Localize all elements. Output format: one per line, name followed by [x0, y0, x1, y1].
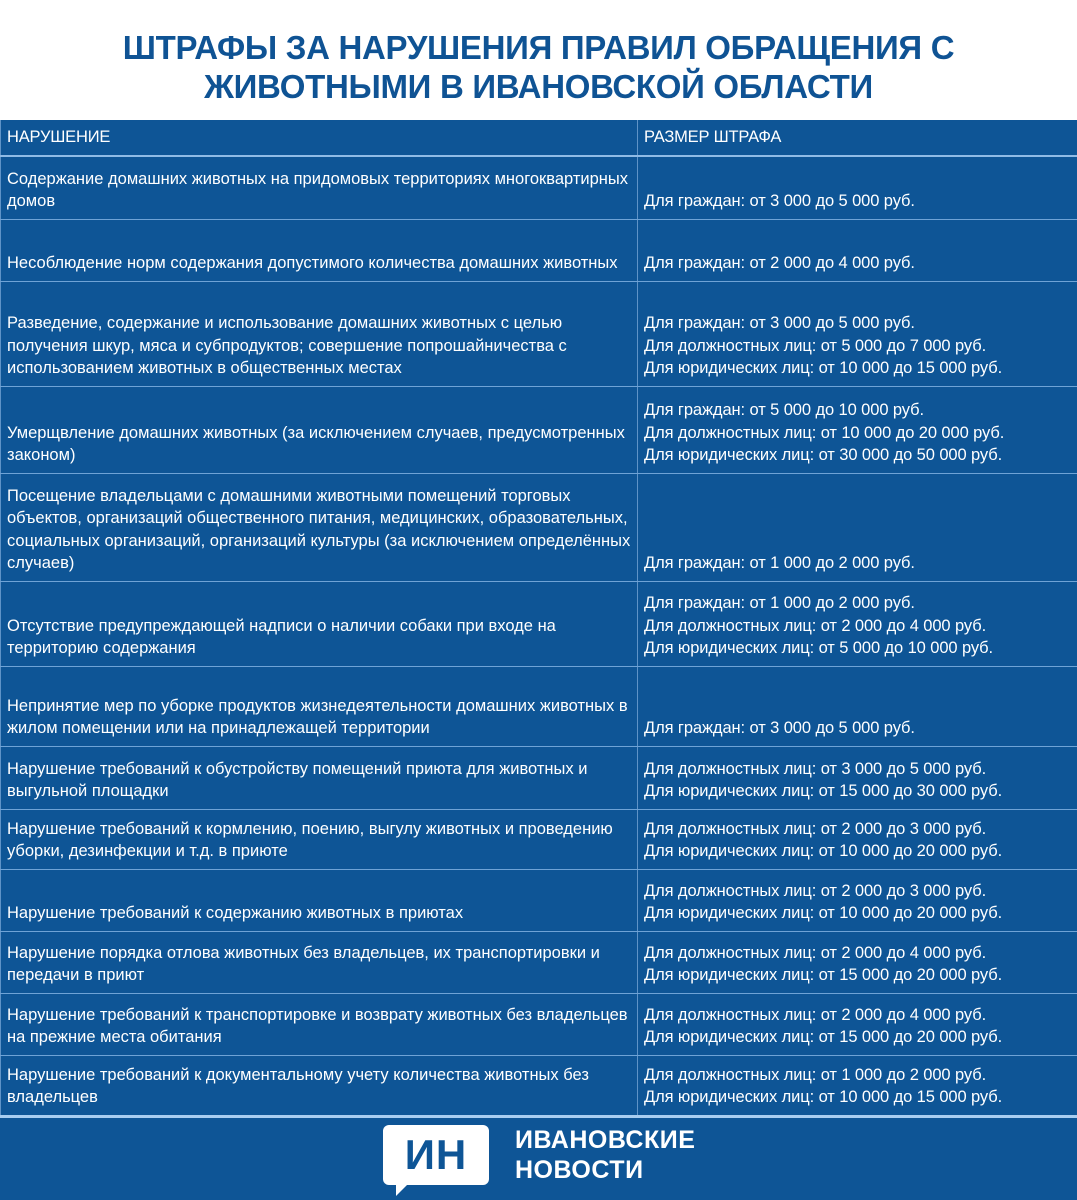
table-row	[1, 809, 1077, 869]
fine-cell	[638, 809, 1077, 869]
fine-line: Для юридических лиц: от 30 000 до 50 000 руб.	[644, 446, 1003, 464]
fine-cell	[638, 993, 1077, 1055]
violation-cell: Посещение владельцами с домашними животными помещений торговых объектов, организаций общественного питания, медицинских, образовательных, социальных организаций, организаций культуры (за исключением определённых случаев)	[1, 473, 638, 581]
fine-cell	[638, 931, 1077, 993]
violation-cell: Нарушение требований к транспортировке и возврату животных без владельцев на прежние места обитания	[1, 993, 638, 1055]
fine-line: Для должностных лиц: от 2 000 до 4 000 руб.	[644, 943, 987, 962]
violation-cell: Разведение, содержание и использование домашних животных с целью получения шкур, мяса и субпродуктов; совершение попрошайничества с использованием животных в общественных местах	[1, 281, 638, 386]
fine-line: Для должностных лиц: от 3 000 до 5 000 руб.	[644, 759, 987, 778]
fine-line: Для должностных лиц: от 2 000 до 4 000 руб.	[644, 616, 987, 635]
fine-cell	[638, 1055, 1077, 1116]
violation-cell: Несоблюдение норм содержания допустимого количества домашних животных	[1, 219, 638, 281]
header-fine-amount: РАЗМЕР ШТРАФА	[638, 120, 1077, 156]
fine-cell	[638, 219, 1077, 281]
violation-cell: Нарушение требований к документальному учету количества животных без владельцев	[1, 1055, 638, 1116]
footer	[0, 1118, 1077, 1200]
violation-cell: Нарушение требований к содержанию животных в приютах	[1, 869, 638, 931]
table-row	[1, 156, 1077, 219]
fine-line: Для юридических лиц: от 10 000 до 15 000 руб.	[644, 359, 1003, 377]
fine-line: Для юридических лиц: от 15 000 до 20 000 руб.	[644, 1028, 1003, 1046]
fine-cell	[638, 666, 1077, 746]
violation-cell: Непринятие мер по уборке продуктов жизнедеятельности домашних животных в жилом помещении или на принадлежащей территории	[1, 666, 638, 746]
fine-line: Для юридических лиц: от 5 000 до 10 000 руб.	[644, 639, 994, 657]
violation-cell: Содержание домашних животных на придомовых территориях многоквартирных домов	[1, 156, 638, 219]
fine-cell	[638, 581, 1077, 666]
table-row	[1, 1055, 1077, 1116]
brand-name	[515, 1125, 695, 1185]
fine-line: Для граждан: от 1 000 до 2 000 руб.	[644, 554, 915, 572]
header-violation: НАРУШЕНИЕ	[1, 120, 638, 156]
fine-line: Для граждан: от 3 000 до 5 000 руб.	[644, 719, 915, 737]
table-row	[1, 473, 1077, 581]
fine-line: Для граждан: от 3 000 до 5 000 руб.	[644, 192, 915, 210]
table-row	[1, 666, 1077, 746]
table-row	[1, 993, 1077, 1055]
table-row	[1, 931, 1077, 993]
table-row	[1, 581, 1077, 666]
fine-line: Для граждан: от 1 000 до 2 000 руб.	[644, 594, 915, 612]
table-row	[1, 219, 1077, 281]
fine-cell	[638, 473, 1077, 581]
fine-line: Для граждан: от 5 000 до 10 000 руб.	[644, 401, 924, 419]
violation-cell: Умерщвление домашних животных (за исключением случаев, предусмотренных законом)	[1, 386, 638, 473]
violation-cell: Отсутствие предупреждающей надписи о наличии собаки при входе на территорию содержания	[1, 581, 638, 666]
page-title	[0, 28, 1077, 106]
table-row	[1, 869, 1077, 931]
fine-line: Для юридических лиц: от 10 000 до 20 000 руб.	[644, 904, 1003, 922]
table-row	[1, 386, 1077, 473]
fine-line: Для юридических лиц: от 15 000 до 30 000 руб.	[644, 782, 1003, 800]
table-row	[1, 746, 1077, 809]
violation-cell: Нарушение требований к обустройству помещений приюта для животных и выгульной площадки	[1, 746, 638, 809]
fine-cell	[638, 746, 1077, 809]
fine-cell	[638, 386, 1077, 473]
table-header-row	[1, 120, 1077, 156]
fine-line: Для юридических лиц: от 15 000 до 20 000 руб.	[644, 966, 1003, 984]
title-line-1: ШТРАФЫ ЗА НАРУШЕНИЯ ПРАВИЛ ОБРАЩЕНИЯ С	[122, 29, 955, 66]
logo	[383, 1125, 489, 1185]
violation-cell: Нарушение требований к кормлению, поению, выгулу животных и проведению уборки, дезинфекции и т.д. в приюте	[1, 809, 638, 869]
fine-line: Для должностных лиц: от 5 000 до 7 000 руб.	[644, 336, 987, 355]
fines-table	[0, 120, 1077, 1118]
fine-line: Для должностных лиц: от 2 000 до 4 000 руб.	[644, 1005, 987, 1024]
speech-bubble-icon	[396, 1182, 410, 1196]
fine-cell	[638, 281, 1077, 386]
fine-cell	[638, 156, 1077, 219]
logo-mark: ИН	[404, 1131, 468, 1178]
fine-line: Для юридических лиц: от 10 000 до 15 000 руб.	[644, 1088, 1003, 1106]
fine-line: Для граждан: от 3 000 до 5 000 руб.	[644, 314, 915, 332]
fine-line: Для должностных лиц: от 10 000 до 20 000 руб.	[644, 423, 1005, 442]
fine-line: Для граждан: от 2 000 до 4 000 руб.	[644, 254, 915, 272]
brand-line-1: ИВАНОВСКИЕ	[515, 1126, 696, 1154]
fine-line: Для должностных лиц: от 2 000 до 3 000 руб.	[644, 819, 987, 838]
fine-line: Для должностных лиц: от 2 000 до 3 000 руб.	[644, 881, 987, 900]
table-row	[1, 281, 1077, 386]
title-line-2: ЖИВОТНЫМИ В ИВАНОВСКОЙ ОБЛАСТИ	[204, 68, 873, 105]
violation-cell: Нарушение порядка отлова животных без владельцев, их транспортировки и передачи в приют	[1, 931, 638, 993]
fine-line: Для должностных лиц: от 1 000 до 2 000 руб.	[644, 1065, 987, 1084]
fine-line: Для юридических лиц: от 10 000 до 20 000 руб.	[644, 842, 1003, 860]
fine-cell	[638, 869, 1077, 931]
brand-line-2: НОВОСТИ	[515, 1156, 644, 1184]
